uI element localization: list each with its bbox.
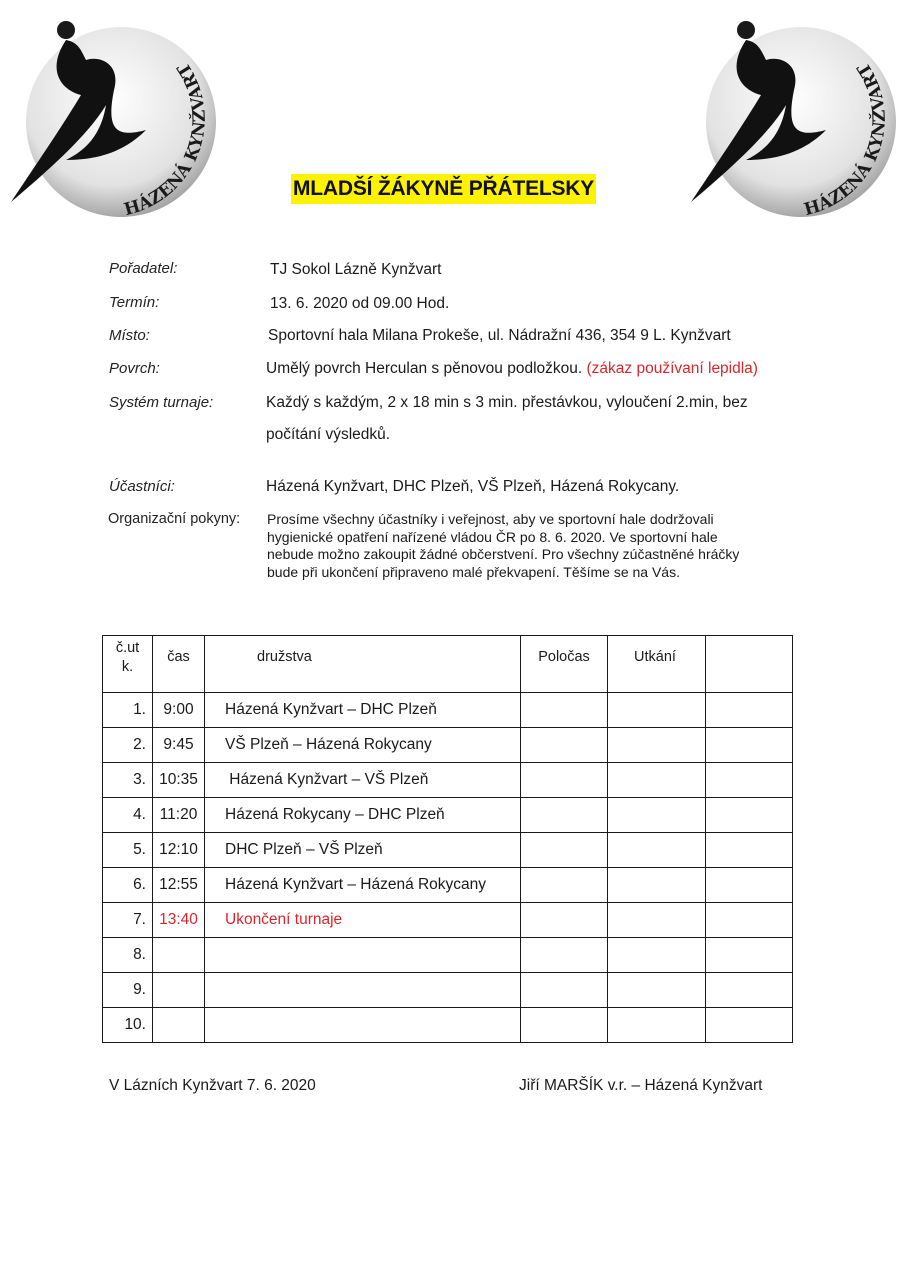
venue-value: Sportovní hala Milana Prokeše, ul. Nádražní 436, 354 9 L. Kynžvart (268, 327, 731, 344)
row-match (608, 1008, 706, 1043)
organizer-label: Pořadatel: (109, 260, 178, 277)
row-extra (706, 1008, 793, 1043)
row-time: 12:10 (153, 833, 205, 868)
table-row (103, 938, 793, 973)
footer-place-date: V Lázních Kynžvart 7. 6. 2020 (109, 1077, 316, 1094)
row-halftime (521, 798, 608, 833)
row-halftime (521, 833, 608, 868)
row-number: 5. (103, 833, 153, 868)
logo-text: HÁZENÁ KYNŽVART (801, 58, 890, 221)
row-match (608, 763, 706, 798)
table-row (103, 693, 793, 728)
table-row (103, 903, 793, 938)
header-extra (706, 636, 793, 693)
participants-value: Házená Kynžvart, DHC Plzeň, VŠ Plzeň, Házená Rokycany. (266, 478, 680, 495)
row-match (608, 903, 706, 938)
system-value-line1: Každý s každým, 2 x 18 min s 3 min. přestávkou, vyloučení 2.min, bez (266, 394, 748, 411)
table-row (103, 868, 793, 903)
header-number-line1: č.ut (115, 640, 140, 656)
row-teams: Házená Kynžvart – VŠ Plzeň (205, 763, 521, 798)
row-match (608, 798, 706, 833)
row-number: 1. (103, 693, 153, 728)
row-extra (706, 973, 793, 1008)
row-match (608, 868, 706, 903)
row-teams: DHC Plzeň – VŠ Plzeň (205, 833, 521, 868)
header-halftime: Poločas (521, 636, 608, 693)
row-time: 9:00 (153, 693, 205, 728)
header-match: Utkání (608, 636, 706, 693)
system-label: Systém turnaje: (109, 394, 214, 411)
row-halftime (521, 868, 608, 903)
header-time: čas (153, 636, 205, 693)
row-extra (706, 728, 793, 763)
row-time (153, 973, 205, 1008)
header-teams: družstva (205, 636, 521, 693)
organization-line: hygienické opatření nařízené vládou ČR po 8. 6. 2020. Ve sportovní hale (267, 528, 718, 545)
row-extra (706, 868, 793, 903)
row-match (608, 938, 706, 973)
table-row (103, 763, 793, 798)
table-row (103, 798, 793, 833)
row-extra (706, 763, 793, 798)
row-number: 9. (103, 973, 153, 1008)
surface-value (266, 360, 758, 378)
row-teams: Házená Kynžvart – Házená Rokycany (205, 868, 521, 903)
row-teams (205, 1008, 521, 1043)
row-teams (205, 973, 521, 1008)
table-row (103, 833, 793, 868)
row-number: 8. (103, 938, 153, 973)
row-time: 10:35 (153, 763, 205, 798)
row-teams (205, 938, 521, 973)
row-number: 7. (103, 903, 153, 938)
club-logo-right (686, 10, 901, 225)
row-halftime (521, 693, 608, 728)
row-match (608, 833, 706, 868)
row-extra (706, 938, 793, 973)
row-match (608, 973, 706, 1008)
row-teams: Házená Rokycany – DHC Plzeň (205, 798, 521, 833)
logo-text: HÁZENÁ KYNŽVART (121, 58, 210, 221)
venue-label: Místo: (109, 327, 150, 344)
row-teams: Ukončení turnaje (205, 903, 521, 938)
organizer-value: TJ Sokol Lázně Kynžvart (270, 261, 442, 278)
row-number: 3. (103, 763, 153, 798)
surface-label: Povrch: (109, 360, 160, 377)
surface-text: Umělý povrch Herculan s pěnovou podložkou. (266, 360, 583, 377)
date-value: 13. 6. 2020 od 09.00 Hod. (270, 295, 450, 312)
row-number: 6. (103, 868, 153, 903)
surface-note: (zákaz používaní lepidla) (586, 360, 758, 377)
organization-line: bude při ukončení připraveno malé překvapení. Těšíme se na Vás. (267, 563, 680, 580)
club-logo-left (6, 10, 221, 225)
row-time (153, 938, 205, 973)
table-row (103, 973, 793, 1008)
row-time: 12:55 (153, 868, 205, 903)
organization-text (267, 511, 787, 581)
table-header-row (103, 636, 793, 693)
date-label: Termín: (109, 294, 160, 311)
page-title: MLADŠÍ ŽÁKYNĚ PŘÁTELSKY (291, 174, 596, 204)
schedule-table (102, 635, 793, 1043)
row-time: 13:40 (153, 903, 205, 938)
row-halftime (521, 1008, 608, 1043)
header-number-line2: k. (121, 659, 134, 675)
header-number (103, 636, 153, 693)
row-teams: Házená Kynžvart – DHC Plzeň (205, 693, 521, 728)
row-number: 4. (103, 798, 153, 833)
row-number: 2. (103, 728, 153, 763)
organization-line: nebude možno zakoupit žádné občerstvení. Pro všechny zúčastněné hráčky (267, 546, 740, 562)
row-extra (706, 798, 793, 833)
row-halftime (521, 728, 608, 763)
organization-label: Organizační pokyny: (108, 511, 241, 527)
table-row (103, 1008, 793, 1043)
row-halftime (521, 938, 608, 973)
footer-signature: Jiří MARŠÍK v.r. – Házená Kynžvart (519, 1077, 763, 1094)
row-match (608, 693, 706, 728)
row-match (608, 728, 706, 763)
table-row (103, 728, 793, 763)
row-teams: VŠ Plzeň – Házená Rokycany (205, 728, 521, 763)
row-extra (706, 833, 793, 868)
row-time (153, 1008, 205, 1043)
system-value-line2: počítání výsledků. (266, 426, 391, 443)
row-extra (706, 903, 793, 938)
organization-line: Prosíme všechny účastníky i veřejnost, aby ve sportovní hale dodržovali (267, 511, 714, 527)
row-halftime (521, 973, 608, 1008)
row-time: 11:20 (153, 798, 205, 833)
row-number: 10. (103, 1008, 153, 1043)
row-halftime (521, 763, 608, 798)
row-extra (706, 693, 793, 728)
row-time: 9:45 (153, 728, 205, 763)
row-halftime (521, 903, 608, 938)
participants-label: Účastníci: (109, 478, 175, 495)
